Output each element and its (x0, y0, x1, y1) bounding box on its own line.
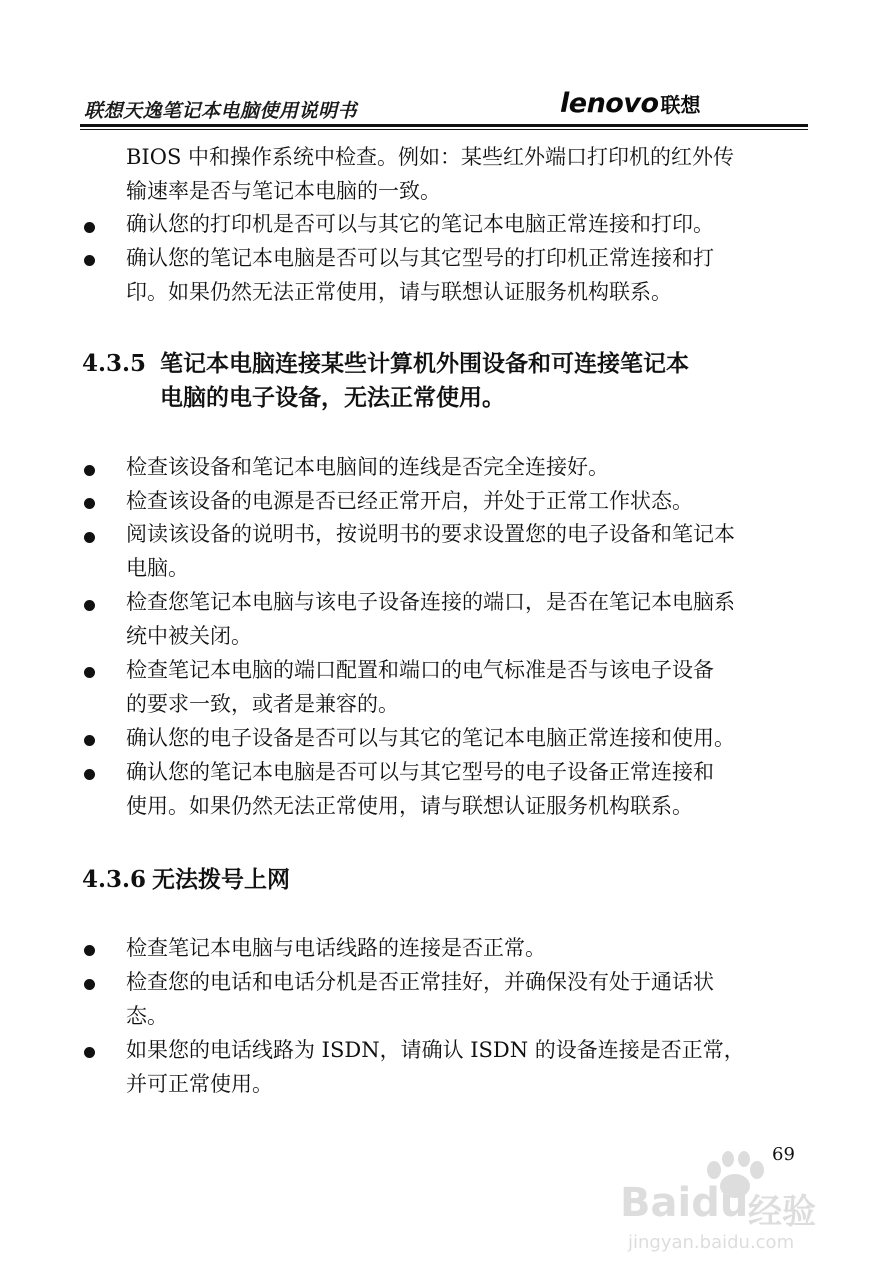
list-item: 确认您的笔记本电脑是否可以与其它型号的电子设备正常连接和 (126, 760, 714, 784)
watermark-url: jingyan.baidu.com (628, 1232, 795, 1253)
bullet-icon (84, 255, 95, 266)
list-item-continuation: 使用。如果仍然无法正常使用，请与联想认证服务机构联系。 (126, 794, 693, 818)
section-heading-continuation: 电脑的电子设备，无法正常使用。 (160, 385, 505, 411)
page-number: 69 (772, 1144, 795, 1165)
section-number: 4.3.5 (82, 350, 147, 377)
header-rule (80, 124, 808, 127)
list-item: 检查笔记本电脑的端口配置和端口的电气标准是否与该电子设备 (126, 658, 714, 682)
list-item-continuation: 统中被关闭。 (126, 624, 252, 648)
list-item: 检查笔记本电脑与电话线路的连接是否正常。 (126, 936, 546, 960)
list-item-continuation: 电脑。 (126, 556, 189, 580)
bullet-icon (84, 735, 95, 746)
bullet-icon (84, 465, 95, 476)
logo-chinese: 联想 (660, 93, 701, 117)
bullet-icon (84, 667, 95, 678)
paragraph-line: 输速率是否与笔记本电脑的一致。 (126, 179, 441, 203)
bullet-icon (84, 1047, 95, 1058)
list-item-continuation: 并可正常使用。 (126, 1072, 273, 1096)
watermark-cn: 经验 (748, 1192, 816, 1232)
bullet-icon (84, 222, 95, 233)
watermark-brand: Baidu (620, 1180, 749, 1226)
list-item: 确认您的笔记本电脑是否可以与其它型号的打印机正常连接和打 (126, 246, 714, 270)
list-item-continuation: 印。如果仍然无法正常使用，请与联想认证服务机构联系。 (126, 280, 672, 304)
lenovo-logo (560, 88, 701, 119)
bullet-icon (84, 532, 95, 543)
paragraph-line: BIOS 中和操作系统中检查。例如：某些红外端口打印机的红外传 (126, 145, 735, 169)
section-heading: 无法拨号上网 (152, 867, 290, 893)
section-heading: 笔记本电脑连接某些计算机外围设备和可连接笔记本 (160, 351, 689, 377)
list-item: 确认您的电子设备是否可以与其它的笔记本电脑正常连接和使用。 (126, 726, 735, 750)
list-item: 确认您的打印机是否可以与其它的笔记本电脑正常连接和打印。 (126, 212, 714, 236)
document-header-title: 联想天逸笔记本电脑使用说明书 (84, 100, 358, 122)
list-item: 阅读该设备的说明书，按说明书的要求设置您的电子设备和笔记本 (126, 522, 735, 546)
baidu-watermark (620, 1150, 850, 1260)
logo-wordmark: lenovo (560, 88, 659, 119)
list-item-continuation: 的要求一致，或者是兼容的。 (126, 692, 399, 716)
bullet-icon (84, 769, 95, 780)
section-number: 4.3.6 (82, 866, 147, 893)
list-item: 检查该设备的电源是否已经正常开启，并处于正常工作状态。 (126, 489, 693, 513)
bullet-icon (84, 945, 95, 956)
list-item: 检查您笔记本电脑与该电子设备连接的端口，是否在笔记本电脑系 (126, 590, 735, 614)
bullet-icon (84, 600, 95, 611)
header-rule-thin (80, 129, 808, 130)
bullet-icon (84, 979, 95, 990)
list-item: 如果您的电话线路为 ISDN，请确认 ISDN 的设备连接是否正常， (126, 1038, 745, 1062)
bullet-icon (84, 498, 95, 509)
list-item: 检查该设备和笔记本电脑间的连线是否完全连接好。 (126, 455, 609, 479)
list-item-continuation: 态。 (126, 1004, 168, 1028)
list-item: 检查您的电话和电话分机是否正常挂好，并确保没有处于通话状 (126, 970, 714, 994)
